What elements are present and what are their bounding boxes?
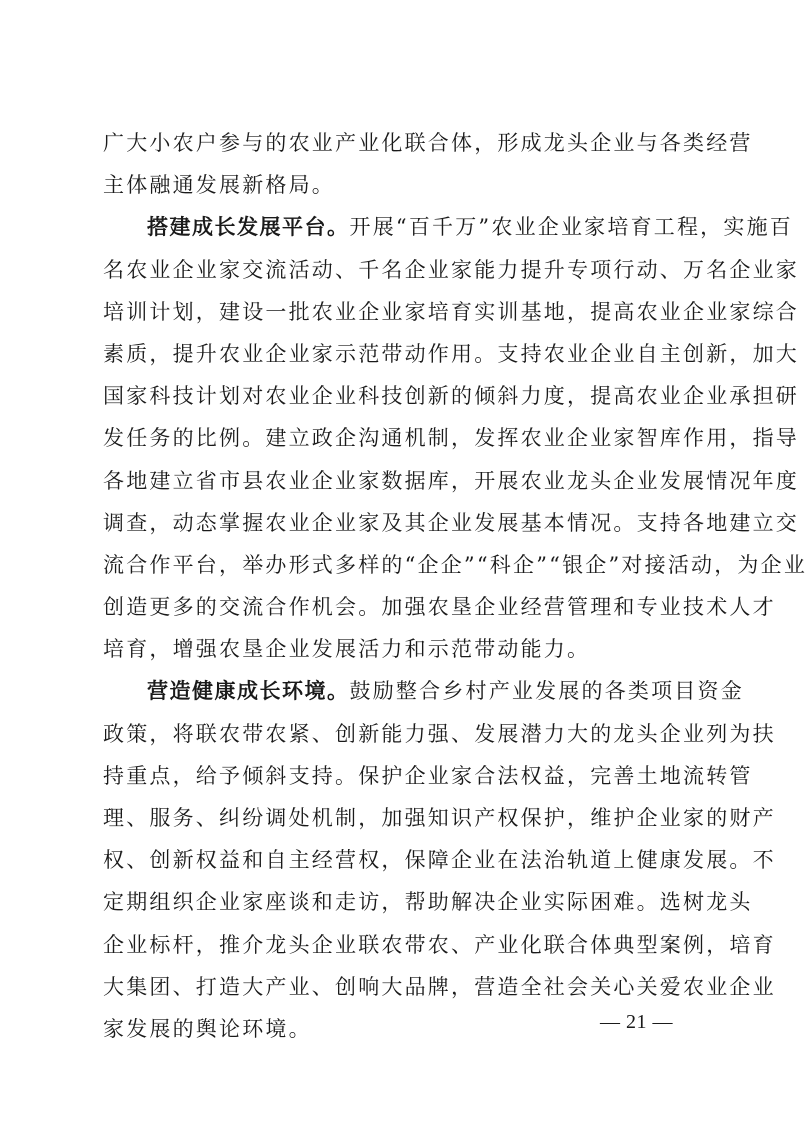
body-text — [103, 122, 807, 1050]
paragraph-heading: 营造健康成长环境。 — [147, 679, 350, 704]
text-line: 广大小农户参与的农业产业化联合体，形成龙头企业与各类经营 — [103, 131, 753, 155]
text-line: 素质，提升农业企业家示范带动作用。支持农业企业自主创新，加大 — [103, 341, 799, 366]
text-line: 大集团、打造大产业、创响大品牌，营造全社会关心关爱农业企业 — [103, 974, 776, 999]
paragraph-first-line — [103, 206, 793, 248]
paragraph-heading: 搭建成长发展平台。 — [147, 215, 350, 240]
text-line: 定期组织企业家座谈和走访，帮助解决企业实际困难。选树龙头 — [103, 890, 753, 915]
text-line: 各地建立省市县农业企业家数据库，开展农业龙头企业发展情况年度 — [103, 468, 799, 493]
text-line: 主体融通发展新格局。 — [103, 173, 335, 198]
text-line: 流合作平台，举办形式多样的“企企”“科企”“银企”对接活动，为企业 — [103, 552, 807, 577]
text-line: 企业标杆，推介龙头企业联农带农、产业化联合体典型案例，培育 — [103, 932, 776, 957]
text-line: 权、创新权益和自主经营权，保障企业在法治轨道上健康发展。不 — [103, 848, 776, 873]
paragraph-text: 鼓励整合乡村产业发展的各类项目资金 — [349, 679, 744, 704]
text-line: 调查，动态掌握农业企业家及其企业发展基本情况。支持各地建立交 — [103, 510, 799, 535]
text-line: 理、服务、纠纷调处机制，加强知识产权保护，维护企业家的财产 — [103, 806, 776, 830]
text-line: 发任务的比例。建立政企沟通机制，发挥农业企业家智库作用，指导 — [103, 426, 799, 451]
page-number: — 21 — — [600, 1011, 673, 1033]
paragraph-text: 开展“百千万”农业企业家培育工程，实施百 — [349, 215, 793, 240]
text-line: 名农业企业家交流活动、千名企业家能力提升专项行动、万名企业家 — [103, 257, 799, 282]
text-line: 政策，将联农带农紧、创新能力强、发展潜力大的龙头企业列为扶 — [103, 721, 776, 746]
text-line: 家发展的舆论环境。 — [103, 1016, 312, 1041]
text-line: 培育，增强农垦企业发展活力和示范带动能力。 — [103, 637, 591, 662]
text-line: 持重点，给予倾斜支持。保护企业家合法权益，完善土地流转管 — [103, 763, 753, 788]
text-line: 培训计划，建设一批农业企业家培育实训基地，提高农业企业家综合 — [103, 299, 799, 324]
paragraph-first-line — [103, 670, 744, 712]
text-line: 国家科技计划对农业企业科技创新的倾斜力度，提高农业企业承担研 — [103, 384, 799, 409]
text-line: 创造更多的交流合作机会。加强农垦企业经营管理和专业技术人才 — [103, 595, 776, 620]
